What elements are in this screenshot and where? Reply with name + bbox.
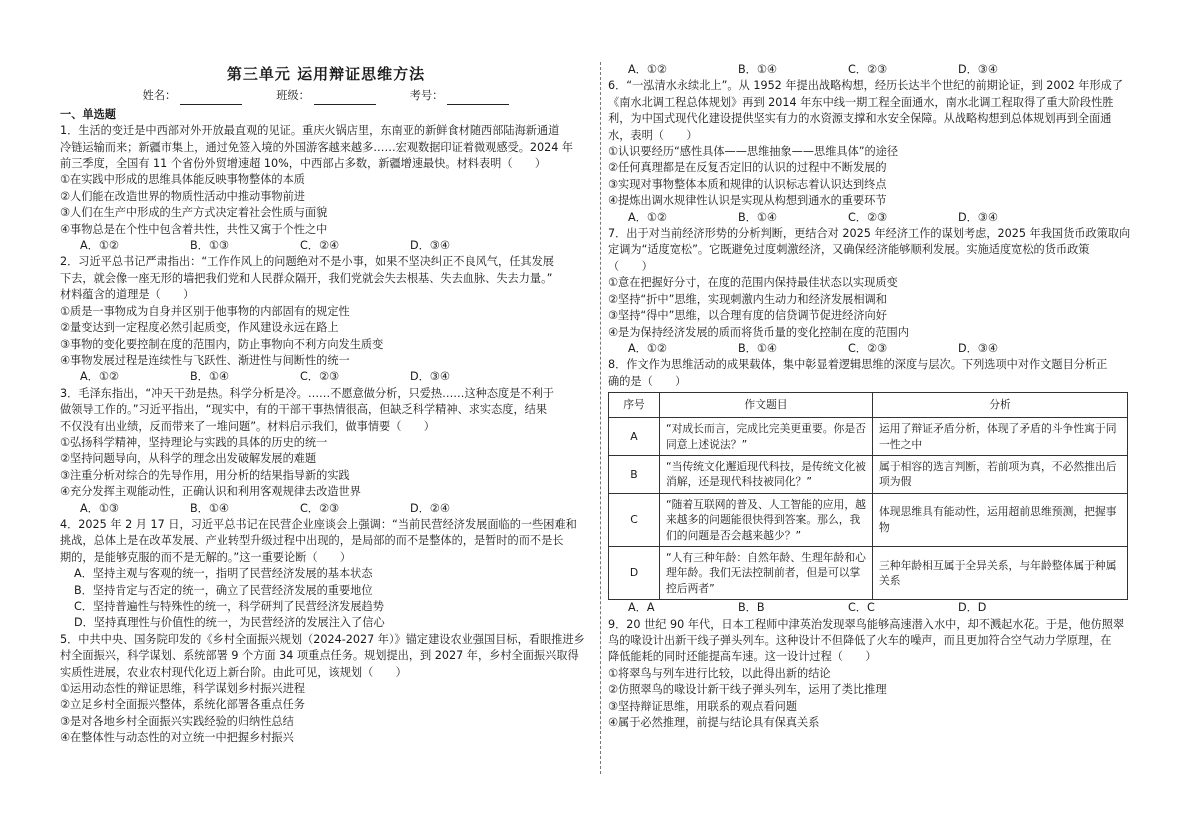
statement-item: ③事物的变化要控制在度的范围内，防止事物向不利方向发生质变 [60, 337, 384, 351]
answer-option[interactable]: C．②④ [300, 239, 340, 253]
statement-item: ①质是一事物成为自身并区别于他事物的内部固有的规定性 [60, 304, 350, 318]
question-stem-line: 《南水北调工程总体规划》再到 2014 年东中线一期工程全面通水，南水北调工程取得了重大阶段性胜 [608, 95, 1114, 109]
statement-item: ①在实践中形成的思维具体能反映事物整体的本质 [60, 173, 305, 187]
right-question-list [608, 78, 1136, 390]
option-row [60, 238, 592, 254]
statement-item: ②立足乡村全面振兴整体，系统化部署各重点任务 [60, 698, 305, 712]
statement-item: ②人们能在改造世界的物质性活动中推动事物前进 [60, 189, 305, 203]
question-stem-line: 8．作文作为思维活动的成果载体，集中彰显着逻辑思维的深度与层次。下列选项中对作文题目分析正 [608, 358, 1108, 372]
statement-item: ③人们在生产中形成的生产方式决定着社会性质与面貌 [60, 206, 328, 220]
name-field[interactable] [143, 88, 243, 104]
statement-item: A．坚持主观与客观的统一，指明了民营经济发展的基本状态 [74, 567, 373, 581]
statement-item: ①将翠鸟与列车进行比较，以此得出新的结论 [608, 666, 831, 680]
analysis-cell: 三种年龄相互属于全异关系，与年龄整体属于种属关系 [873, 546, 1128, 599]
question-stem-line: 冷链运输而来；新疆市集上，通过免签入境的外国游客越来越多……宏观数据印证着微观感受。2024 年 [60, 140, 574, 154]
statement-item: ④是为保持经济发展的质而将货币量的变化控制在度的范围内 [608, 325, 909, 339]
answer-option[interactable]: B．B [738, 601, 765, 615]
question-stem-line: 6．“一泓清水永续北上”。从 1952 年提出战略构想，经历长达半个世纪的前期论证，到 2002 年形成了 [608, 79, 1124, 93]
option-row [608, 210, 1136, 226]
answer-option[interactable]: A．A [628, 601, 655, 615]
option-row [608, 341, 1136, 357]
answer-option[interactable]: D．③④ [410, 239, 450, 253]
statement-item: ④事物发展过程是连续性与飞跃性、渐进性与间断性的统一 [60, 353, 350, 367]
answer-option[interactable]: D．②④ [410, 501, 450, 515]
right-column [608, 62, 1136, 731]
question-stem-line: 9．20 世纪 90 年代，日本工程师中津英治发现翠鸟能够高速潜入水中，却不溅起水花。于是，他仿照翠 [608, 617, 1125, 631]
statement-item: ①弘扬科学精神，坚持理论与实践的具体的历史的统一 [60, 435, 328, 449]
analysis-cell: 运用了辩证矛盾分析，体现了矛盾的斗争性寓于同一性之中 [873, 418, 1128, 456]
answer-option[interactable]: A．①② [80, 370, 119, 384]
option-row [60, 501, 592, 517]
answer-option[interactable]: A．①② [628, 210, 667, 224]
question-stem-line: 实质性进展，农业农村现代化迈上新台阶。由此可见，该规划（ ） [60, 665, 407, 679]
statement-item: ③注重分析对综合的先导作用，用分析的结果指导新的实践 [60, 468, 350, 482]
statement-item: ②任何真理都是在反复否定旧的认识的过程中不断发展的 [608, 161, 887, 175]
answer-option[interactable]: D．③④ [958, 341, 998, 355]
question-2 [60, 254, 592, 385]
statement-item: ④属于必然推理，前提与结论具有保真关系 [608, 716, 820, 730]
left-question-list [60, 123, 592, 746]
row-key: B [609, 455, 660, 493]
question-6 [608, 78, 1136, 226]
statement-item: ④充分发挥主观能动性，正确认识和利用客观规律去改造世界 [60, 485, 361, 499]
essay-topic: “当传统文化邂逅现代科技，是传统文化被消解，还是现代科技被同化？” [660, 455, 873, 493]
question-stem-line: 降低能耗的同时还能提高车速。这一设计过程（ ） [608, 650, 877, 664]
question-stem-line: 前三季度，全国有 11 个省份外贸增速超 10%，中西部占多数，新疆增速最快。材料表明（ ） [60, 157, 547, 171]
statement-item: ①认识要经历“感性具体——思维抽象——思维具体”的途径 [608, 145, 899, 159]
answer-option[interactable]: C．②③ [848, 63, 888, 76]
question-stem-line: 期的，是能够克服的而不是无解的。”这一重要论断（ ） [60, 550, 352, 564]
table-row [609, 493, 1128, 546]
question-stem-line: 挑战，总体上是在改革发展、产业转型升级过程中出现的，是局部的而不是整体的，是暂时的而不是长 [60, 534, 564, 548]
statement-item: ①运用动态性的辩证思维，科学谋划乡村振兴进程 [60, 682, 305, 696]
question-stem-line: 3．毛泽东指出，“冲天干劲是热。科学分析是冷。……不愿意做分析，只爱热……这种态度是不利于 [60, 386, 554, 400]
table-row [609, 546, 1128, 599]
answer-option[interactable]: A．①③ [80, 501, 119, 515]
question-stem-line: （ ） [608, 259, 653, 273]
question-stem-line: 鸟的喙设计出新干线子弹头列车。这种设计不但降低了火车的噪声，而且更加符合空气动力学原理，在 [608, 634, 1112, 647]
statement-item: ③是对各地乡村全面振兴实践经验的归纳性总结 [60, 714, 294, 728]
row-key: A [609, 418, 660, 456]
section-heading: 一、单选题 [60, 107, 116, 121]
essay-topic: “人有三种年龄：自然年龄、生理年龄和心理年龄。我们无法控制前者，但是可以掌控后两者” [660, 546, 873, 599]
table-header: 分析 [873, 393, 1128, 418]
question-5 [60, 632, 592, 747]
question-stem-line: 做领导工作的。”习近平指出，“现实中，有的干部干事热情很高，但缺乏科学精神、求实态度，结果 [60, 403, 548, 417]
statement-item: ③实现对事物整体本质和规律的认识标志着认识达到终点 [608, 177, 887, 191]
answer-option[interactable]: D．③④ [958, 210, 998, 224]
essay-topic: “对成长而言，完成比完美更重要。你是否同意上述说法？” [660, 418, 873, 456]
statement-item: D．坚持真理性与价值性的统一，为民营经济的发展注入了信心 [74, 616, 385, 630]
answer-option[interactable]: A．①② [80, 239, 119, 253]
answer-option[interactable]: C．②③ [848, 210, 888, 224]
answer-option[interactable]: C．②③ [300, 370, 340, 384]
statement-item: ③坚持“得中”思维，以合理有度的信贷调节促进经济向好 [608, 309, 887, 323]
question-9 [608, 617, 1136, 732]
statement-item: ③坚持辩证思维，用联系的观点看问题 [608, 699, 798, 713]
answer-option[interactable]: B．①④ [738, 63, 777, 76]
statement-item: ①意在把握好分寸，在度的范围内保持最佳状态以实现质变 [608, 276, 898, 290]
class-blank[interactable] [314, 93, 376, 105]
question-stem-line: 5．中共中央、国务院印发的《乡村全面振兴规划（2024-2027 年）》锚定建设农业强国目标，看眼推进乡 [60, 632, 585, 646]
essay-table [608, 392, 1128, 600]
exam-no-blank[interactable] [447, 93, 509, 105]
answer-option[interactable]: D．D [958, 601, 987, 615]
question-stem-line: 村全面振兴，科学谋划、系统部署 9 个方面 34 项重点任务。规划提出，到 2027 年，乡村全面振兴取得 [60, 649, 579, 663]
analysis-cell: 属于相容的选言判断，若前项为真，不必然推出后项为假 [873, 455, 1128, 493]
answer-option[interactable]: A．①② [628, 341, 667, 355]
table-row [609, 455, 1128, 493]
name-blank[interactable] [180, 93, 242, 105]
statement-item: ②量变达到一定程度必然引起质变，作风建设永远在路上 [60, 321, 339, 335]
statement-item: ②坚持问题导向，从科学的理念出发破解发展的难题 [60, 452, 317, 466]
question-7 [608, 226, 1136, 357]
question-stem-line: 下去，就会像一座无形的墙把我们党和人民群众隔开，我们党就会失去根基、失去血脉、失去力量。” [60, 271, 553, 285]
statement-item: ④提炼出调水规律性认识是实现从构想到通水的重要环节 [608, 194, 887, 208]
question-stem-line: 材料蕴含的道理是（ ） [60, 288, 195, 302]
analysis-cell: 体现思维具有能动性，运用超前思维预测，把握事物 [873, 493, 1128, 546]
statement-item: C．坚持普遍性与特殊性的统一，科学研判了民营经济发展趋势 [74, 600, 384, 613]
question-stem-line: 定调为“适度宽松”。它既避免过度刺激经济，又确保经济能够顺利发展。实施适度宽松的货币政策 [608, 243, 1090, 257]
statement-item: ④在整体性与动态性的对立统一中把握乡村振兴 [60, 731, 294, 745]
page-title: 第三单元 运用辩证思维方法 [226, 65, 426, 83]
class-field[interactable] [276, 88, 376, 104]
answer-option[interactable]: D．③④ [958, 63, 998, 76]
answer-option[interactable]: C．②③ [300, 501, 340, 515]
question-stem-line: 7．出于对当前经济形势的分析判断，更结合对 2025 年经济工作的谋划考虑，2025 年我国货币政策取向 [608, 227, 1131, 241]
answer-option[interactable]: C．C [848, 601, 875, 615]
question-stem-line: 水，表明（ ） [608, 128, 698, 142]
essay-topic: “随着互联网的普及、人工智能的应用，越来越多的问题能很快得到答案。那么，我们的问题是否会越来越少？” [660, 493, 873, 546]
statement-item: ②仿照翠鸟的喙设计新干线子弹头列车，运用了类比推理 [608, 683, 887, 697]
option-row [60, 369, 592, 385]
answer-option[interactable]: B．①④ [738, 341, 777, 355]
left-column [60, 62, 592, 747]
question-stem-line: 利，为中国式现代化建设提供坚实有力的水资源支撑和水安全保障。从战略构想到总体规划再到全面通 [608, 112, 1112, 126]
class-label: 班级： [276, 89, 310, 103]
statement-item: ④事物总是在个性中包含着共性，共性又寓于个性之中 [60, 222, 328, 236]
question-1 [60, 123, 592, 254]
question-4 [60, 517, 592, 632]
answer-option[interactable]: B．①④ [738, 210, 777, 224]
question-stem-line: 2．习近平总书记严肃指出：“工作作风上的问题绝对不是小事，如果不坚决纠正不良风气，任其发展 [60, 255, 554, 269]
answer-option[interactable]: B．①④ [190, 370, 229, 384]
question-stem-line: 4．2025 年 2 月 17 日，习近平总书记在民营企业座谈会上强调：“当前民营经济发展面临的一些困难和 [60, 517, 577, 531]
question-stem-line: 1．生活的变迁是中西部对外开放最直观的见证。重庆火锅店里，东南亚的新鲜食材随西部陆海新通道 [60, 124, 560, 138]
answer-option[interactable]: B．①④ [190, 501, 229, 515]
question-5-options [608, 62, 1136, 78]
question-8-options [608, 600, 1136, 616]
exam-no-field[interactable] [410, 88, 510, 104]
row-key: D [609, 546, 660, 599]
column-divider [600, 62, 601, 774]
question-8 [608, 357, 1136, 390]
table-row [609, 418, 1128, 456]
statement-item: B．坚持肯定与否定的统一，确立了民营经济发展的重要地位 [74, 583, 373, 597]
answer-option[interactable]: C．②③ [848, 341, 888, 355]
answer-option[interactable]: B．①③ [190, 239, 229, 253]
name-label: 姓名： [142, 89, 177, 103]
question-3 [60, 386, 592, 517]
question-stem-line: 不仅没有出业绩，反而带来了一堆问题”。材料启示我们，做事情要（ ） [60, 419, 435, 433]
answer-option[interactable]: A．①② [628, 63, 667, 76]
table-header: 序号 [609, 393, 660, 418]
statement-item: ②坚持“折中”思维，实现刺激内生动力和经济发展相调和 [608, 292, 887, 306]
question-stem-line: 确的是（ ） [608, 374, 687, 388]
exam-no-label: 考号： [409, 89, 444, 103]
table-header: 作文题目 [660, 393, 873, 418]
row-key: C [609, 493, 660, 546]
answer-option[interactable]: D．③④ [410, 370, 450, 384]
student-info-row [60, 88, 592, 104]
table-header-row [609, 393, 1128, 418]
